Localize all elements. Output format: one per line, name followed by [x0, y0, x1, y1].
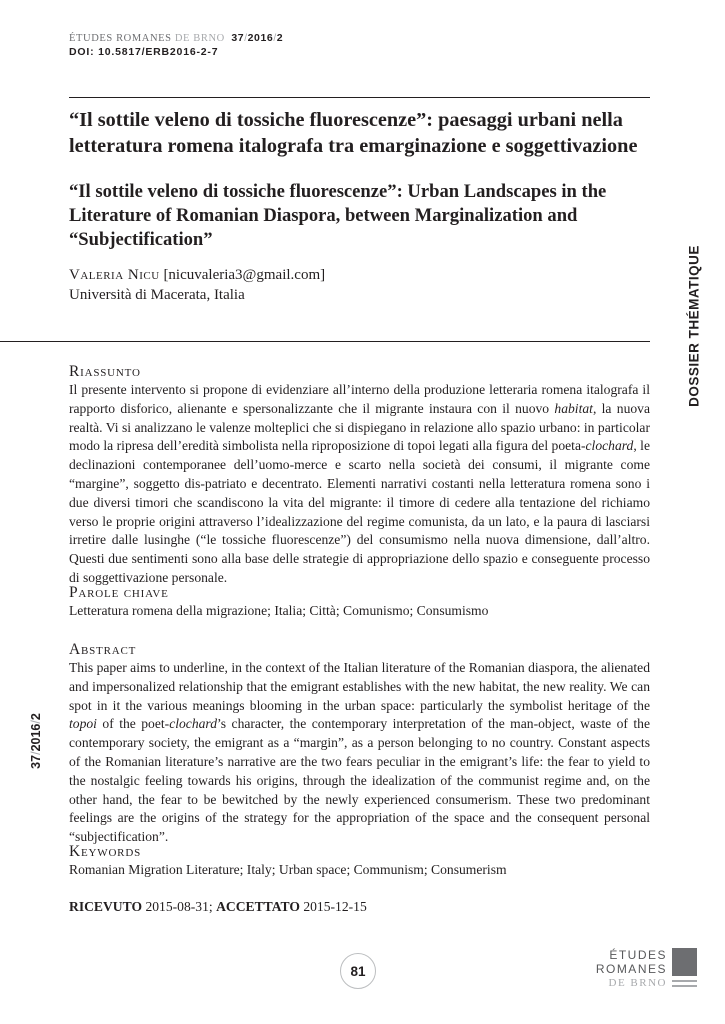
received-date: 2015-08-31;: [145, 899, 213, 914]
riassunto-section: [69, 363, 650, 588]
logo-line-1: ÉTUDES: [609, 948, 667, 962]
keywords-heading: Keywords: [69, 843, 141, 860]
author-name: Valeria Nicu: [69, 267, 160, 283]
accepted-date: 2015-12-15: [303, 899, 367, 914]
author-email: [nicuvaleria3@gmail.com]: [163, 267, 326, 283]
riassunto-heading: Riassunto: [69, 363, 141, 380]
article-title-italian: “Il sottile veleno di tossiche fluorescenze”: paesaggi urbani nella letteratura romena italografa tra emarginazione e soggettivazione: [69, 109, 638, 157]
parole-chiave-section: [69, 584, 650, 620]
article-title-english: “Il sottile veleno di tossiche fluorescenze”: Urban Landscapes in the Literature of Romanian Diaspora, between Marginalization and “Subjectification”: [69, 181, 607, 250]
logo-mark-icon: [672, 948, 697, 987]
author-affiliation: Università di Macerata, Italia: [69, 287, 245, 303]
doi: DOI: 10.5817/ERB2016-2-7: [69, 46, 219, 58]
journal-header: [69, 32, 283, 58]
author-block: [69, 265, 325, 305]
journal-year: 2016: [247, 32, 274, 44]
logo-line-3: DE BRNO: [608, 977, 667, 989]
journal-city: DE BRNO: [174, 33, 225, 44]
riassunto-text: Il presente intervento si propone di evidenziare all’interno della produzione letteraria romena italografa il rapporto disforico, alienante e spersonalizzante che il migrante instaura con il nuovo habitat, la nuova realtà. Vi si analizzano le valenze molteplici che si dispiegano in relazione allo spazio urbano: in particolar modo la ripresa dell’eredità simbolista nella riproposizione di topoi legati alla figura del poeta-clochard, le declinazioni contemporanee dell’uomo-merce e scarto nella società dei consumi, il migrante come “margine”, soggetto dis-patriato e decentrato. Elementi narrativi costanti nella letteratura romena sono i due diversi timori che scandiscono la vita del migrante: il timore di cedere alla tentazione del richiamo verso le proprie origini attraverso l’idealizzazione del regime comunista, da un lato, e la paura di lasciarsi irretire dalle lusinghe (“le tossiche fluorescenze”) del consumismo nella nuova dimensione, dall’altro. Questi due sentimenti sono alla base delle strategie di appropriazione dello spazio e conseguente processo di soggettivazione personale.: [69, 382, 650, 585]
journal-logo: [596, 948, 697, 990]
abstract-text: This paper aims to underline, in the context of the Italian literature of the Romanian diaspora, the alienated and impersonalized relationship that the emigrant establishes with the new habitat, the new reality. We can spot in it the various meanings blooming in the urban space: particularly the symbolist heritage of the topoi of the poet-clochard’s character, the contemporary interpretation of the man-object, waste of the contemporary society, the emigrant as a “margin”, as a person belonging to no country. Constant aspects of the Romanian literature’s narrative are the two fears peculiar in the emigrant’s life: the fear to yield to the nostalgic feeling towards his origins, through the idealization of the communist regime and, on the other hand, the fear to be bewitched by the newly experienced consumerism. These two predominant feelings are the origins of the strategy for the appropriation of the space and the consequent personal “subjectification”.: [69, 660, 650, 845]
abstract-section: [69, 641, 650, 847]
year-slash: /: [273, 33, 277, 44]
logo-line-2: ROMANES: [595, 962, 667, 976]
parole-chiave-text: Letteratura romena della migrazione; Italia; Città; Comunismo; Consumismo: [69, 603, 489, 618]
author-divider: [0, 341, 650, 342]
journal-volume: 37: [231, 32, 245, 44]
side-label: DOSSIER THÉMATIQUE: [686, 245, 702, 407]
volume-slash: /: [244, 33, 248, 44]
article-dates: [69, 899, 367, 915]
abstract-heading: Abstract: [69, 641, 137, 658]
keywords-text: Romanian Migration Literature; Italy; Urban space; Communism; Consumerism: [69, 862, 507, 877]
page-number: 81: [340, 953, 376, 989]
accepted-label: ACCETTATO: [216, 899, 300, 914]
top-divider: [69, 97, 650, 98]
journal-line: [69, 32, 283, 44]
journal-name: ÉTUDES ROMANES: [69, 33, 172, 44]
received-label: RICEVUTO: [69, 899, 143, 914]
journal-issue: 2: [276, 32, 284, 44]
parole-chiave-heading: Parole chiave: [69, 584, 169, 601]
side-volume-label: 37/2016/2: [29, 713, 43, 769]
keywords-section: [69, 843, 650, 879]
